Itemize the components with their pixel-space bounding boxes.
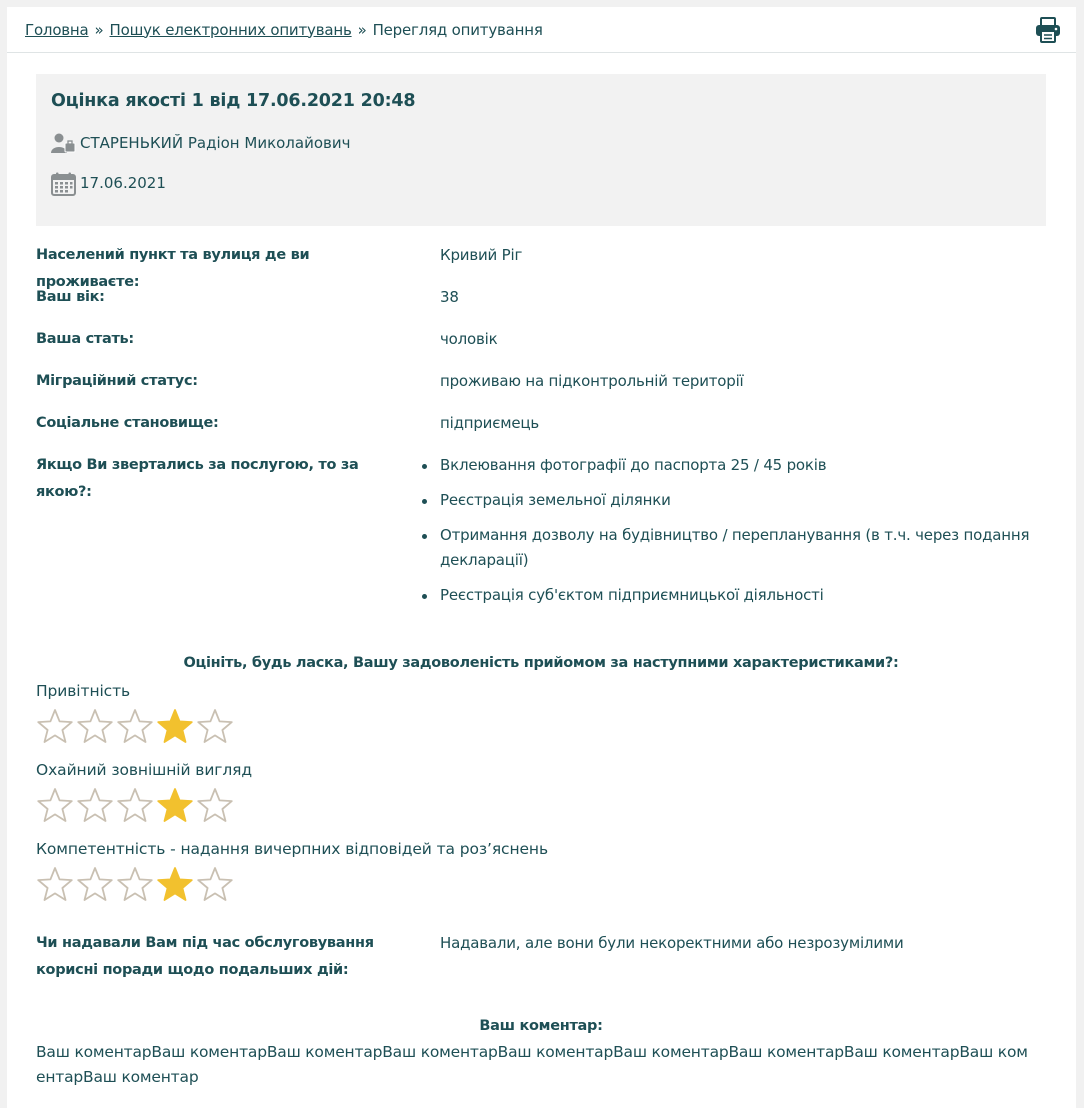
survey-page: [7, 7, 1076, 1108]
star-icon[interactable]: [36, 708, 74, 744]
answer-value: підприємець: [440, 414, 540, 432]
question-label: Ваш вік:: [36, 289, 105, 305]
answer-value: Надавали, але вони були некоректними або незрозумілими: [440, 934, 904, 952]
survey-author: СТАРЕНЬКИЙ Радіон Миколайович: [80, 134, 351, 152]
list-item: Отримання дозволу на будівництво / перепланування (в т.ч. через подання декларації): [440, 523, 1040, 573]
star-icon[interactable]: [196, 708, 234, 744]
star-icon[interactable]: [76, 866, 114, 902]
star-rating: [36, 708, 236, 744]
star-icon[interactable]: [76, 708, 114, 744]
list-item: Вклеювання фотографії до паспорта 25 / 45 років: [440, 453, 1040, 478]
survey-header-panel: [36, 74, 1046, 226]
survey-author-row: [51, 132, 350, 154]
survey-date: 17.06.2021: [80, 174, 166, 192]
breadcrumb-separator: »: [357, 20, 367, 39]
breadcrumb-search-link[interactable]: Пошук електронних опитувань: [109, 20, 352, 39]
rating-label: Компетентність - надання вичерпних відповідей та роз’яснень: [36, 840, 549, 858]
top-bar: [7, 7, 1076, 53]
rating-label: Привітність: [36, 682, 131, 700]
rating-block: [36, 838, 548, 902]
breadcrumb-home-link[interactable]: Головна: [25, 20, 89, 39]
rating-block: [36, 759, 252, 823]
answer-value: чоловік: [440, 330, 498, 348]
star-icon[interactable]: [156, 866, 194, 902]
comment-text: Ваш коментарВаш коментарВаш коментарВаш коментарВаш коментарВаш коментарВаш коментарВаш коментарВаш коментарВаш коментар: [36, 1043, 1028, 1086]
question-label: Якщо Ви звертались за послугою, то за якою?:: [36, 457, 359, 500]
star-icon[interactable]: [36, 787, 74, 823]
breadcrumb: [25, 21, 543, 39]
user-icon: [51, 132, 76, 154]
comment-heading: Ваш коментар:: [479, 1018, 603, 1034]
survey-date-row: [51, 172, 166, 194]
rating-heading: Оцініть, будь ласка, Вашу задоволеність прийомом за наступними характеристиками?:: [183, 655, 899, 671]
question-label: Ваша стать:: [36, 331, 134, 347]
star-icon[interactable]: [76, 787, 114, 823]
star-icon[interactable]: [156, 708, 194, 744]
question-label: Чи надавали Вам під час обслуговування корисні поради щодо подальших дій:: [36, 935, 374, 978]
star-icon[interactable]: [116, 866, 154, 902]
breadcrumb-separator: »: [94, 20, 104, 39]
list-item: Реєстрація суб'єктом підприємницької діяльності: [440, 583, 1040, 608]
survey-title: Оцінка якості 1 від 17.06.2021 20:48: [51, 91, 416, 111]
answer-value: 38: [440, 288, 459, 306]
question-label: Соціальне становище:: [36, 415, 219, 431]
list-item: Реєстрація земельної ділянки: [440, 488, 1040, 513]
answer-value: Кривий Ріг: [440, 246, 523, 264]
calendar-icon: [51, 172, 76, 194]
question-label: Населений пункт та вулиця де ви проживаєте:: [36, 247, 310, 290]
star-icon[interactable]: [156, 787, 194, 823]
answer-value: проживаю на підконтрольній території: [440, 372, 744, 390]
rating-block: [36, 680, 236, 744]
star-rating: [36, 787, 252, 823]
question-label: Міграційний статус:: [36, 373, 198, 389]
star-icon[interactable]: [196, 787, 234, 823]
star-rating: [36, 866, 548, 902]
star-icon[interactable]: [36, 866, 74, 902]
star-icon[interactable]: [196, 866, 234, 902]
star-icon[interactable]: [116, 787, 154, 823]
services-list: [440, 453, 1040, 618]
star-icon[interactable]: [116, 708, 154, 744]
rating-label: Охайний зовнішній вигляд: [36, 761, 252, 779]
breadcrumb-current: Перегляд опитування: [372, 20, 543, 39]
printer-icon[interactable]: [1034, 16, 1062, 44]
